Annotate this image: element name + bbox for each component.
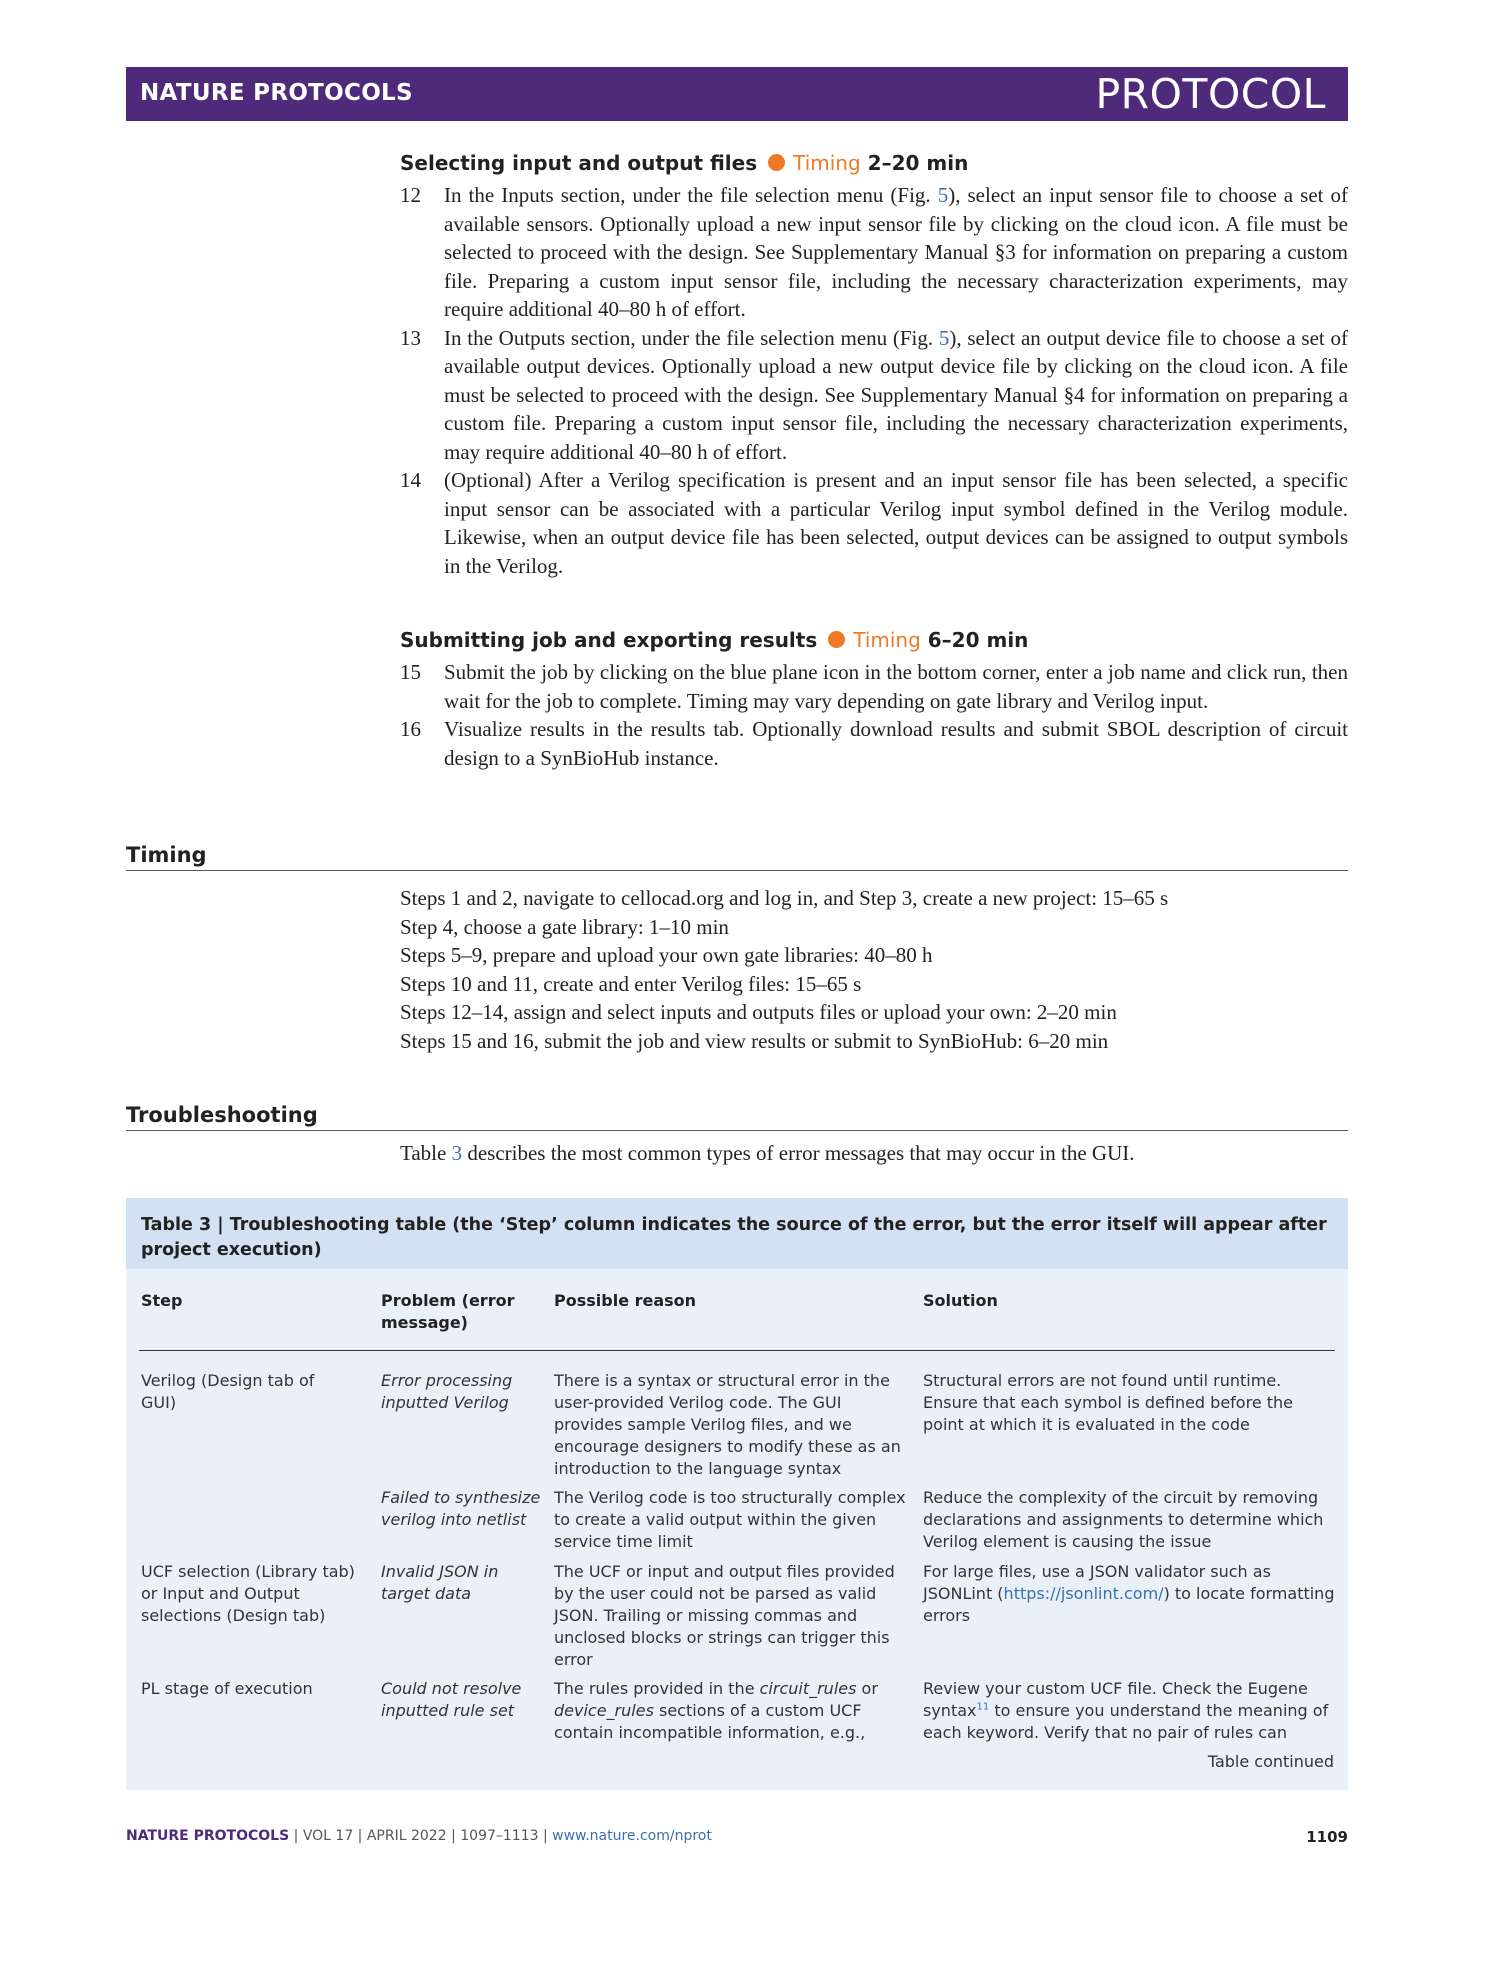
figure-ref-link[interactable]: 5 [937, 183, 949, 207]
cell-problem: Invalid JSON in target data [381, 1562, 499, 1603]
timing-line: Steps 5–9, prepare and upload your own gate libraries: 40–80 h [400, 943, 933, 968]
timing-line: Steps 12–14, assign and select inputs and outputs files or upload your own: 2–20 min [400, 1000, 1117, 1025]
footer-volume: VOL 17 [302, 1828, 354, 1844]
column-header-step: Step [141, 1291, 183, 1310]
footer-journal: NATURE PROTOCOLS [126, 1828, 290, 1844]
cell-step: Verilog (Design tab of GUI) [141, 1371, 315, 1412]
intro-text: Table [400, 1141, 452, 1165]
timing-line: Steps 15 and 16, submit the job and view results or submit to SynBioHub: 6–20 min [400, 1028, 1109, 1053]
step-text-cont: ), select an output device file to choose a set of available output devices. Optionally upload a new output device file by clicking on the cloud icon. A file must be selected to proceed with the design. See Supplementary Manual §4 for information on preparing a custom file. Preparing a custom input sensor file, including the necessary characterization experiments, may require additional 40–80 h of effort. [444, 325, 1348, 464]
timing-label: Timing [793, 151, 861, 175]
step-text: Submit the job by clicking on the blue plane icon in the bottom corner, enter a job name and click run, then wait for the job to complete. Timing may vary depending on gate library and Verilog input. [444, 660, 1348, 713]
subsection-title-selecting-files [400, 151, 968, 175]
reference-superscript[interactable]: 11 [976, 1701, 990, 1713]
step-13 [400, 324, 1348, 467]
cell-solution: Reduce the complexity of the circuit by removing declarations and assignments to determine which Verilog element is causing the issue [923, 1488, 1324, 1551]
step-text: In the Outputs section, under the file selection menu (Fig. [444, 325, 939, 350]
subsection-title-text: Submitting job and exporting results [400, 628, 818, 652]
troubleshooting-intro [400, 1141, 1135, 1166]
timing-label: Timing [853, 628, 921, 652]
cell-problem: Failed to synthesize verilog into netlist [381, 1488, 541, 1529]
timing-line: Steps 10 and 11, create and enter Verilog files: 15–65 s [400, 971, 862, 996]
timing-value: 6–20 min [927, 628, 1029, 652]
cell-solution: For large files, use a JSON validator such as JSONLint (https://jsonlint.com/) to locate formatting errors [923, 1562, 1335, 1625]
step-12 [400, 181, 1348, 324]
subsection-title-text: Selecting input and output files [400, 151, 758, 175]
page-footer: NATURE PROTOCOLS | VOL 17 | APRIL 2022 | 1097–1113 | www.nature.com/nprot [126, 1828, 712, 1844]
cell-solution: Structural errors are not found until runtime. Ensure that each symbol is defined before the point at which it is evaluated in the code [923, 1371, 1294, 1434]
step-list-2 [400, 658, 1348, 772]
subsection-title-submitting-job [400, 628, 1028, 652]
timing-summary [400, 884, 1168, 1056]
step-text-cont: ), select an input sensor file to choose a set of available sensors. Optionally upload a new input sensor file by clicking on the cloud icon. A file must be selected to proceed with the design. See Supplementary Manual §3 for information on preparing a custom file. Preparing a custom input sensor file, including the necessary characterization experiments, may require additional 40–80 h of effort. [444, 183, 1349, 321]
cell-reason: There is a syntax or structural error in the user-provided Verilog code. The GUI provides sample Verilog files, and we encourage designers to modify these as an introduction to the language syntax [554, 1371, 901, 1478]
article-type: PROTOCOL [1095, 70, 1326, 118]
cell-step: UCF selection (Library tab) or Input and Output selections (Design tab) [141, 1562, 355, 1625]
step-number: 15 [400, 660, 421, 684]
step-number: 12 [400, 183, 421, 207]
step-number: 13 [400, 325, 421, 350]
step-text: (Optional) After a Verilog specification is present and an input sensor file has been selected, a specific input sensor can be associated with a particular Verilog input symbol defined in the Verilog module. Likewise, when an output device file has been selected, output devices can be assigned to output symbols in the Verilog. [444, 468, 1348, 578]
step-15 [400, 658, 1348, 715]
cell-problem: Could not resolve inputted rule set [381, 1679, 522, 1720]
figure-ref-link[interactable]: 5 [938, 325, 950, 350]
column-header-problem: Problem (error message) [381, 1291, 515, 1332]
cell-reason: The rules provided in the circuit_rules or device_rules sections of a custom UCF contain incompatible information, e.g., [554, 1679, 878, 1742]
footer-url-link[interactable]: www.nature.com/nprot [552, 1828, 712, 1844]
timing-dot-icon [768, 154, 785, 171]
page-number: 1109 [1306, 1828, 1348, 1846]
table-caption-bar [126, 1198, 1348, 1269]
column-header-solution: Solution [923, 1291, 998, 1310]
step-14 [400, 466, 1348, 580]
cell-step: PL stage of execution [141, 1679, 313, 1698]
cell-reason: The Verilog code is too structurally complex to create a valid output within the given service time limit [554, 1488, 906, 1551]
step-16 [400, 715, 1348, 772]
jsonlint-link[interactable]: https://jsonlint.com/ [1003, 1584, 1164, 1603]
troubleshooting-table [126, 1198, 1348, 1790]
timing-value: 2–20 min [867, 151, 969, 175]
timing-line: Steps 1 and 2, navigate to cellocad.org and log in, and Step 3, create a new project: 15–65 s [400, 886, 1169, 910]
step-list-1 [400, 181, 1348, 580]
section-heading-timing: Timing [126, 843, 1348, 871]
cell-reason: The UCF or input and output files provided by the user could not be parsed as valid JSON. Trailing or missing commas and unclosed blocks or strings can trigger this error [554, 1562, 895, 1669]
journal-header-bar [126, 67, 1348, 121]
step-text: Visualize results in the results tab. Optionally download results and submit SBOL description of circuit design to a SynBioHub instance. [444, 717, 1348, 770]
table-ref-link[interactable]: 3 [451, 1141, 463, 1165]
table-caption [141, 1213, 1336, 1263]
section-heading-troubleshooting: Troubleshooting [126, 1103, 1348, 1131]
step-number: 16 [400, 717, 421, 741]
cell-solution: Review your custom UCF file. Check the Eugene syntax$^{11}$ to ensure you understand the meaning of each keyword. Verify that no pair of rules can [923, 1679, 1329, 1742]
cell-problem: Error processing inputted Verilog [381, 1371, 513, 1412]
journal-name: NATURE PROTOCOLS [140, 80, 413, 106]
timing-line: Step 4, choose a gate library: 1–10 min [400, 914, 729, 939]
column-header-reason: Possible reason [554, 1291, 697, 1310]
step-text: In the Inputs section, under the file selection menu (Fig. [444, 183, 938, 207]
step-number: 14 [400, 468, 421, 492]
footer-date: APRIL 2022 [366, 1828, 447, 1844]
table-caption-text: Troubleshooting table (the ‘Step’ column indicates the source of the error, but the error itself will appear after project execution) [141, 1215, 1327, 1260]
footer-pages: 1097–1113 [460, 1828, 539, 1844]
timing-dot-icon [828, 631, 845, 648]
table-caption-label: Table 3 | [141, 1215, 224, 1235]
intro-text-cont: describes the most common types of error messages that may occur in the GUI. [462, 1141, 1135, 1165]
table-header-rule [139, 1350, 1335, 1351]
table-continued-note: Table continued [1207, 1752, 1334, 1771]
